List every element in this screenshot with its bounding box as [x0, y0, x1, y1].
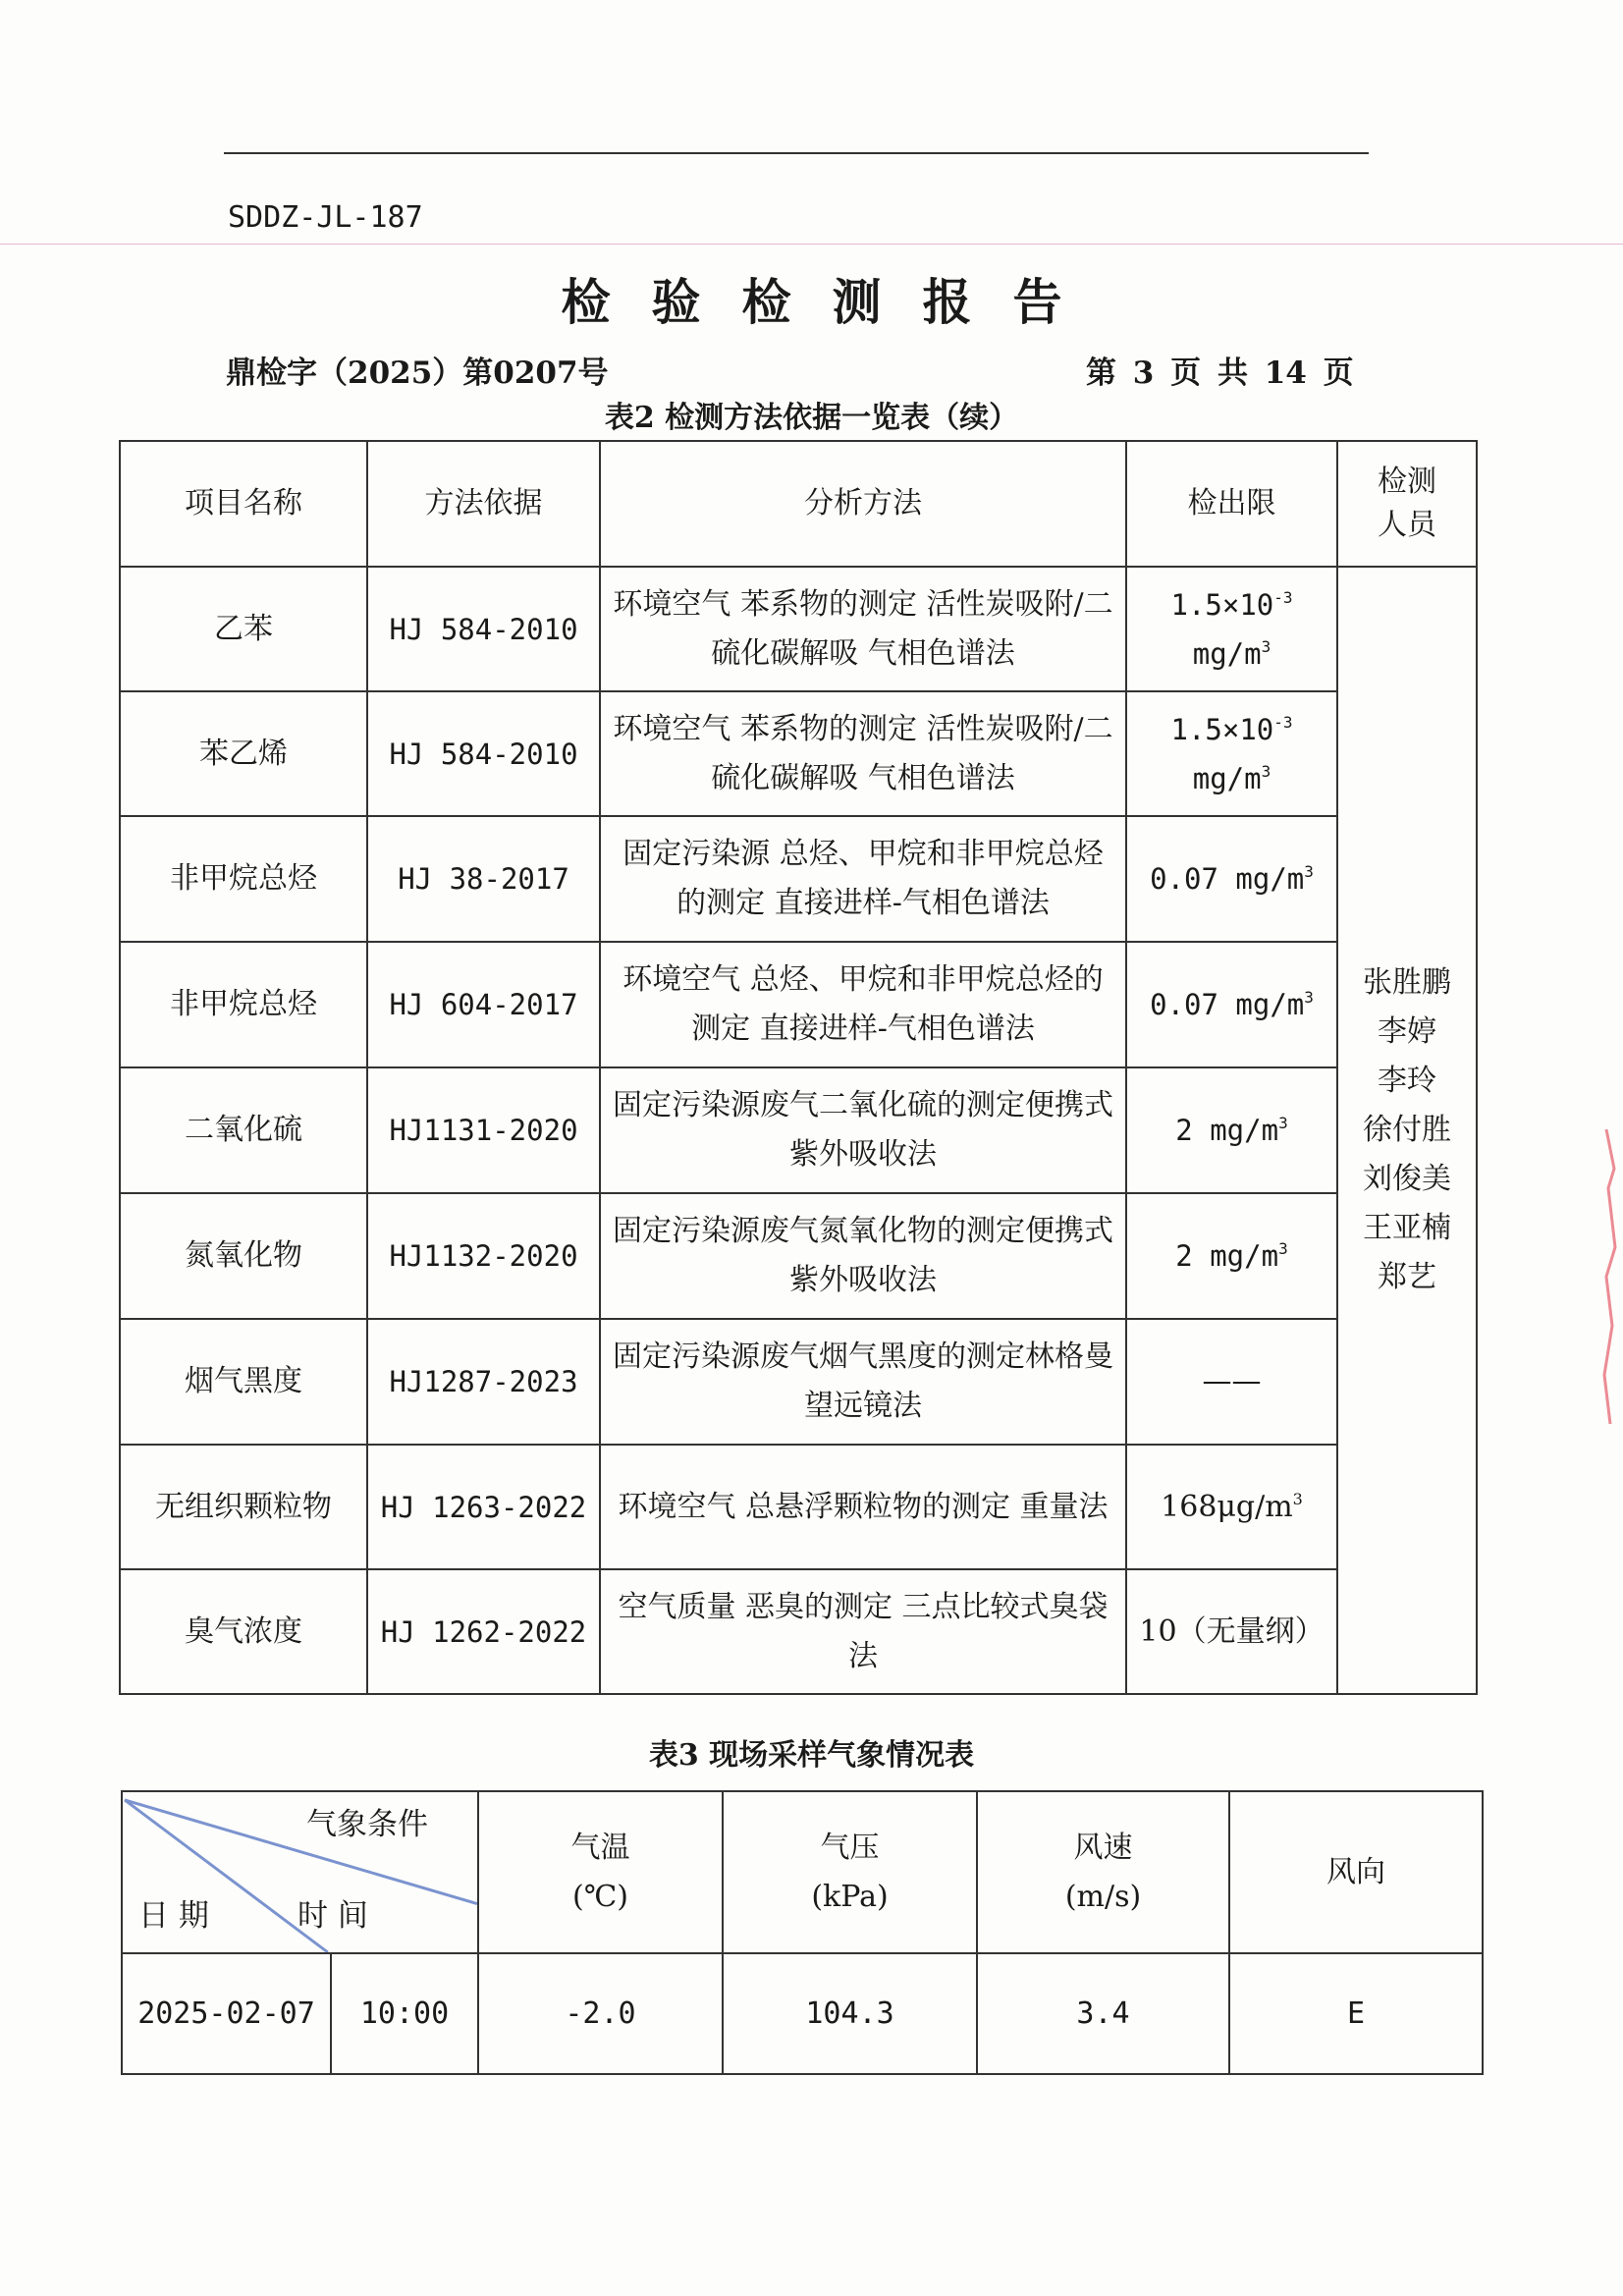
item-cell: 二氧化硫 [120, 1067, 367, 1193]
item-cell: 臭气浓度 [120, 1569, 367, 1694]
limit-cell: 0.07 $mg/m^3$ [1126, 942, 1337, 1067]
time-cell: 10:00 [331, 1953, 478, 2074]
staff-name: 李婷 [1378, 1014, 1436, 1049]
header-wind-speed: 风速 (m/s) [977, 1791, 1229, 1953]
table2-caption: 表2 检测方法依据一览表（续） [604, 401, 1019, 435]
wind-speed-cell: 3.4 [977, 1953, 1229, 2074]
item-cell: 烟气黑度 [120, 1319, 367, 1445]
item-cell: 苯乙烯 [120, 691, 367, 816]
wind-direction-cell: E [1229, 1953, 1483, 2074]
table-row [120, 1445, 1477, 1569]
temperature-cell: -2.0 [478, 1953, 723, 2074]
form-code: SDDZ-JL-187 [228, 200, 423, 235]
item-cell: 非甲烷总烃 [120, 942, 367, 1067]
method-cell: 环境空气 苯系物的测定 活性炭吸附/二硫化碳解吸 气相色谱法 [600, 567, 1126, 691]
report-title: 检验检测报告 [561, 273, 1104, 331]
limit-cell: $1.5\times 10^{-3}$ $mg/m^3$ [1126, 691, 1337, 816]
method-cell: 环境空气 总烃、甲烷和非甲烷总烃的测定 直接进样-气相色谱法 [600, 942, 1126, 1067]
header-pressure: 气压 (kPa) [723, 1791, 977, 1953]
header-method: 分析方法 [600, 441, 1126, 567]
header-standard: 方法依据 [367, 441, 600, 567]
page-info: 第 3 页 共 14 页 [1086, 355, 1354, 391]
item-cell: 氮氧化物 [120, 1193, 367, 1319]
table-row [120, 1319, 1477, 1445]
item-cell: 无组织颗粒物 [120, 1445, 367, 1569]
item-cell: 乙苯 [120, 567, 367, 691]
staff-cell [1337, 567, 1477, 1694]
standard-cell: HJ 1263-2022 [367, 1445, 600, 1569]
table-row [120, 1569, 1477, 1694]
table-row [120, 816, 1477, 942]
table-row [122, 1953, 1483, 2074]
standard-cell: HJ 1262-2022 [367, 1569, 600, 1694]
standard-cell: HJ1287-2023 [367, 1319, 600, 1445]
staff-name: 王亚楠 [1363, 1211, 1451, 1245]
date-cell: 2025-02-07 [122, 1953, 331, 2074]
header-staff: 检测 人员 [1337, 441, 1477, 567]
table-row [120, 942, 1477, 1067]
standard-cell: HJ1131-2020 [367, 1067, 600, 1193]
staff-name: 郑艺 [1378, 1260, 1436, 1294]
limit-cell: 10（无量纲） [1126, 1569, 1337, 1694]
table-row [120, 1193, 1477, 1319]
header-temperature: 气温 (℃) [478, 1791, 723, 1953]
standard-cell: HJ1132-2020 [367, 1193, 600, 1319]
limit-cell: 0.07 $mg/m^3$ [1126, 816, 1337, 942]
margin-line [0, 244, 1623, 245]
table-row [120, 691, 1477, 816]
method-cell: 固定污染源废气二氧化硫的测定便携式紫外吸收法 [600, 1067, 1126, 1193]
table-row [120, 567, 1477, 691]
method-cell: 固定污染源 总烃、甲烷和非甲烷总烃的测定 直接进样-气相色谱法 [600, 816, 1126, 942]
staff-name: 徐付胜 [1363, 1113, 1451, 1147]
staff-name: 李玲 [1378, 1064, 1436, 1098]
standard-cell: HJ 38-2017 [367, 816, 600, 942]
report-number: 鼎检字（2025）第0207号 [226, 355, 609, 391]
pressure-cell: 104.3 [723, 1953, 977, 2074]
standard-cell: HJ 604-2017 [367, 942, 600, 1067]
limit-cell: $1.5\times 10^{-3}$ $mg/m^3$ [1126, 567, 1337, 691]
header-limit: 检出限 [1126, 441, 1337, 567]
weather-table [121, 1790, 1484, 2075]
limit-cell: $168\mu g/m^3$ [1126, 1445, 1337, 1569]
diagonal-header-cell [122, 1791, 478, 1953]
table-row [120, 1067, 1477, 1193]
staff-name: 刘俊美 [1363, 1162, 1451, 1196]
item-cell: 非甲烷总烃 [120, 816, 367, 942]
table-header-row [120, 441, 1477, 567]
top-rule [224, 152, 1369, 154]
method-table [119, 440, 1478, 1695]
limit-cell: 2 $mg/m^3$ [1126, 1067, 1337, 1193]
method-cell: 环境空气 苯系物的测定 活性炭吸附/二硫化碳解吸 气相色谱法 [600, 691, 1126, 816]
method-cell: 空气质量 恶臭的测定 三点比较式臭袋法 [600, 1569, 1126, 1694]
corner-weather-label: 气象条件 [306, 1807, 428, 1842]
header-item: 项目名称 [120, 441, 367, 567]
header-wind-direction: 风向 [1229, 1791, 1483, 1953]
method-cell: 固定污染源废气氮氧化物的测定便携式紫外吸收法 [600, 1193, 1126, 1319]
red-seal-edge [1600, 1129, 1618, 1424]
staff-name: 张胜鹏 [1363, 965, 1451, 1000]
limit-cell: —— [1126, 1319, 1337, 1445]
limit-cell: 2 $mg/m^3$ [1126, 1193, 1337, 1319]
corner-time-label: 时 间 [298, 1898, 368, 1934]
table-header-row [122, 1791, 1483, 1953]
table3-caption: 表3 现场采样气象情况表 [648, 1738, 975, 1773]
standard-cell: HJ 584-2010 [367, 567, 600, 691]
corner-date-label: 日 期 [138, 1898, 209, 1934]
method-cell: 固定污染源废气烟气黑度的测定林格曼望远镜法 [600, 1319, 1126, 1445]
method-cell: 环境空气 总悬浮颗粒物的测定 重量法 [600, 1445, 1126, 1569]
standard-cell: HJ 584-2010 [367, 691, 600, 816]
